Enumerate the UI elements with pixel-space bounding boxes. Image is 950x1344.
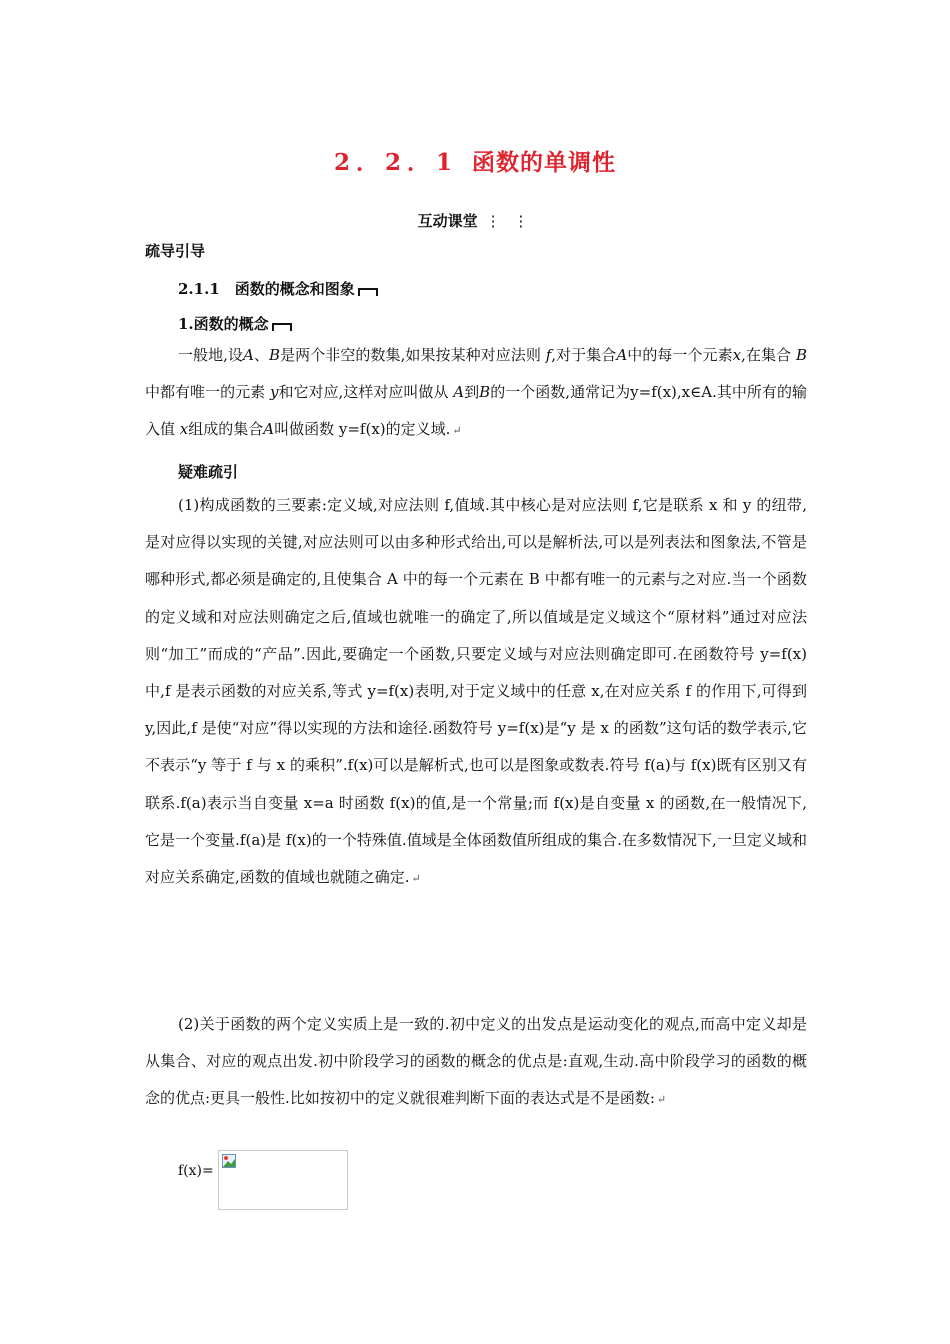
section-subtitle: [0, 210, 950, 231]
difficulty-heading: 疑难疏引: [178, 463, 239, 481]
bracket-mark-icon: [272, 323, 292, 331]
subtitle-text: 互动课堂: [417, 212, 478, 230]
return-mark-icon: ↵: [411, 872, 421, 886]
section-heading: 疏导引导: [145, 242, 206, 260]
title-text: 函数的单调性: [472, 149, 616, 176]
formula-image-placeholder: [218, 1150, 348, 1210]
subsection-text: 2.1.1 函数的概念和图象: [178, 280, 355, 298]
title-number: 2．2．1: [333, 149, 458, 176]
page-title: [0, 144, 950, 177]
subtitle-dots: ⋮ ⋮: [485, 212, 533, 230]
topic-text: 1.函数的概念: [178, 315, 269, 333]
subsection-heading: [178, 278, 378, 299]
return-mark-icon: ↵: [452, 424, 462, 438]
bracket-mark-icon: [358, 288, 378, 296]
explanation-paragraph-2: (2)关于函数的两个定义实质上是一致的.初中定义的出发点是运动变化的观点,而高中定义却是从集合、对应的观点出发.初中阶段学习的函数的概念的优点是:直观,生动.高中阶段学习的函数的概念的优点:更具一般性.比如按初中的定义就很难判断下面的表达式是不是函数: ↵: [145, 1015, 807, 1108]
topic-heading: [178, 313, 292, 334]
formula-label: f(x)=: [178, 1163, 214, 1179]
broken-image-icon: [222, 1154, 236, 1168]
definition-paragraph: 一般地,设A、B是两个非空的数集,如果按某种对应法则 f,对于集合A中的每一个元素x,在集合 B中都有唯一的元素 y和它对应,这样对应叫做从 A到B的一个函数,通常记为y=f(x),x∈A.其中所有的输入值 x组成的集合A叫做函数 y=f(x)的定义域. ↵: [145, 346, 807, 439]
return-mark-icon: ↵: [656, 1093, 667, 1107]
explanation-paragraph-1: (1)构成函数的三要素:定义域,对应法则 f,值域.其中核心是对应法则 f,它是联系 x 和 y 的纽带,是对应得以实现的关键,对应法则可以由多种形式给出,可以是解析法,可以是列表法和图象法,不管是哪种形式,都必须是确定的,且使集合 A 中的每一个元素在 B 中都有唯一的元素与之对应.当一个函数的定义域和对应法则确定之后,值域也就唯一的确定了,所以值域是定义域这个“原材料”通过对应法则“加工”而成的“产品”.因此,要确定一个函数,只要定义域与对应法则确定即可.在函数符号 y=f(x)中,f 是表示函数的对应关系,等式 y=f(x)表明,对于定义域中的任意 x,在对应关系 f 的作用下,可得到 y,因此,f 是使“对应”得以实现的方法和途径.函数符号 y=f(x)是“y 是 x 的函数”这句话的数学表示,它不表示“y 等于 f 与 x 的乘积”.f(x)可以是解析式,也可以是图象或数表.符号 f(a)与 f(x)既有区别又有联系.f(a)表示当自变量 x=a 时函数 f(x)的值,是一个常量;而 f(x)是自变量 x 的函数,在一般情况下,它是一个变量.f(a)是 f(x)的一个特殊值.值域是全体函数值所组成的集合.在多数情况下,一旦定义域和对应关系确定,函数的值域也就随之确定. ↵: [145, 496, 807, 887]
